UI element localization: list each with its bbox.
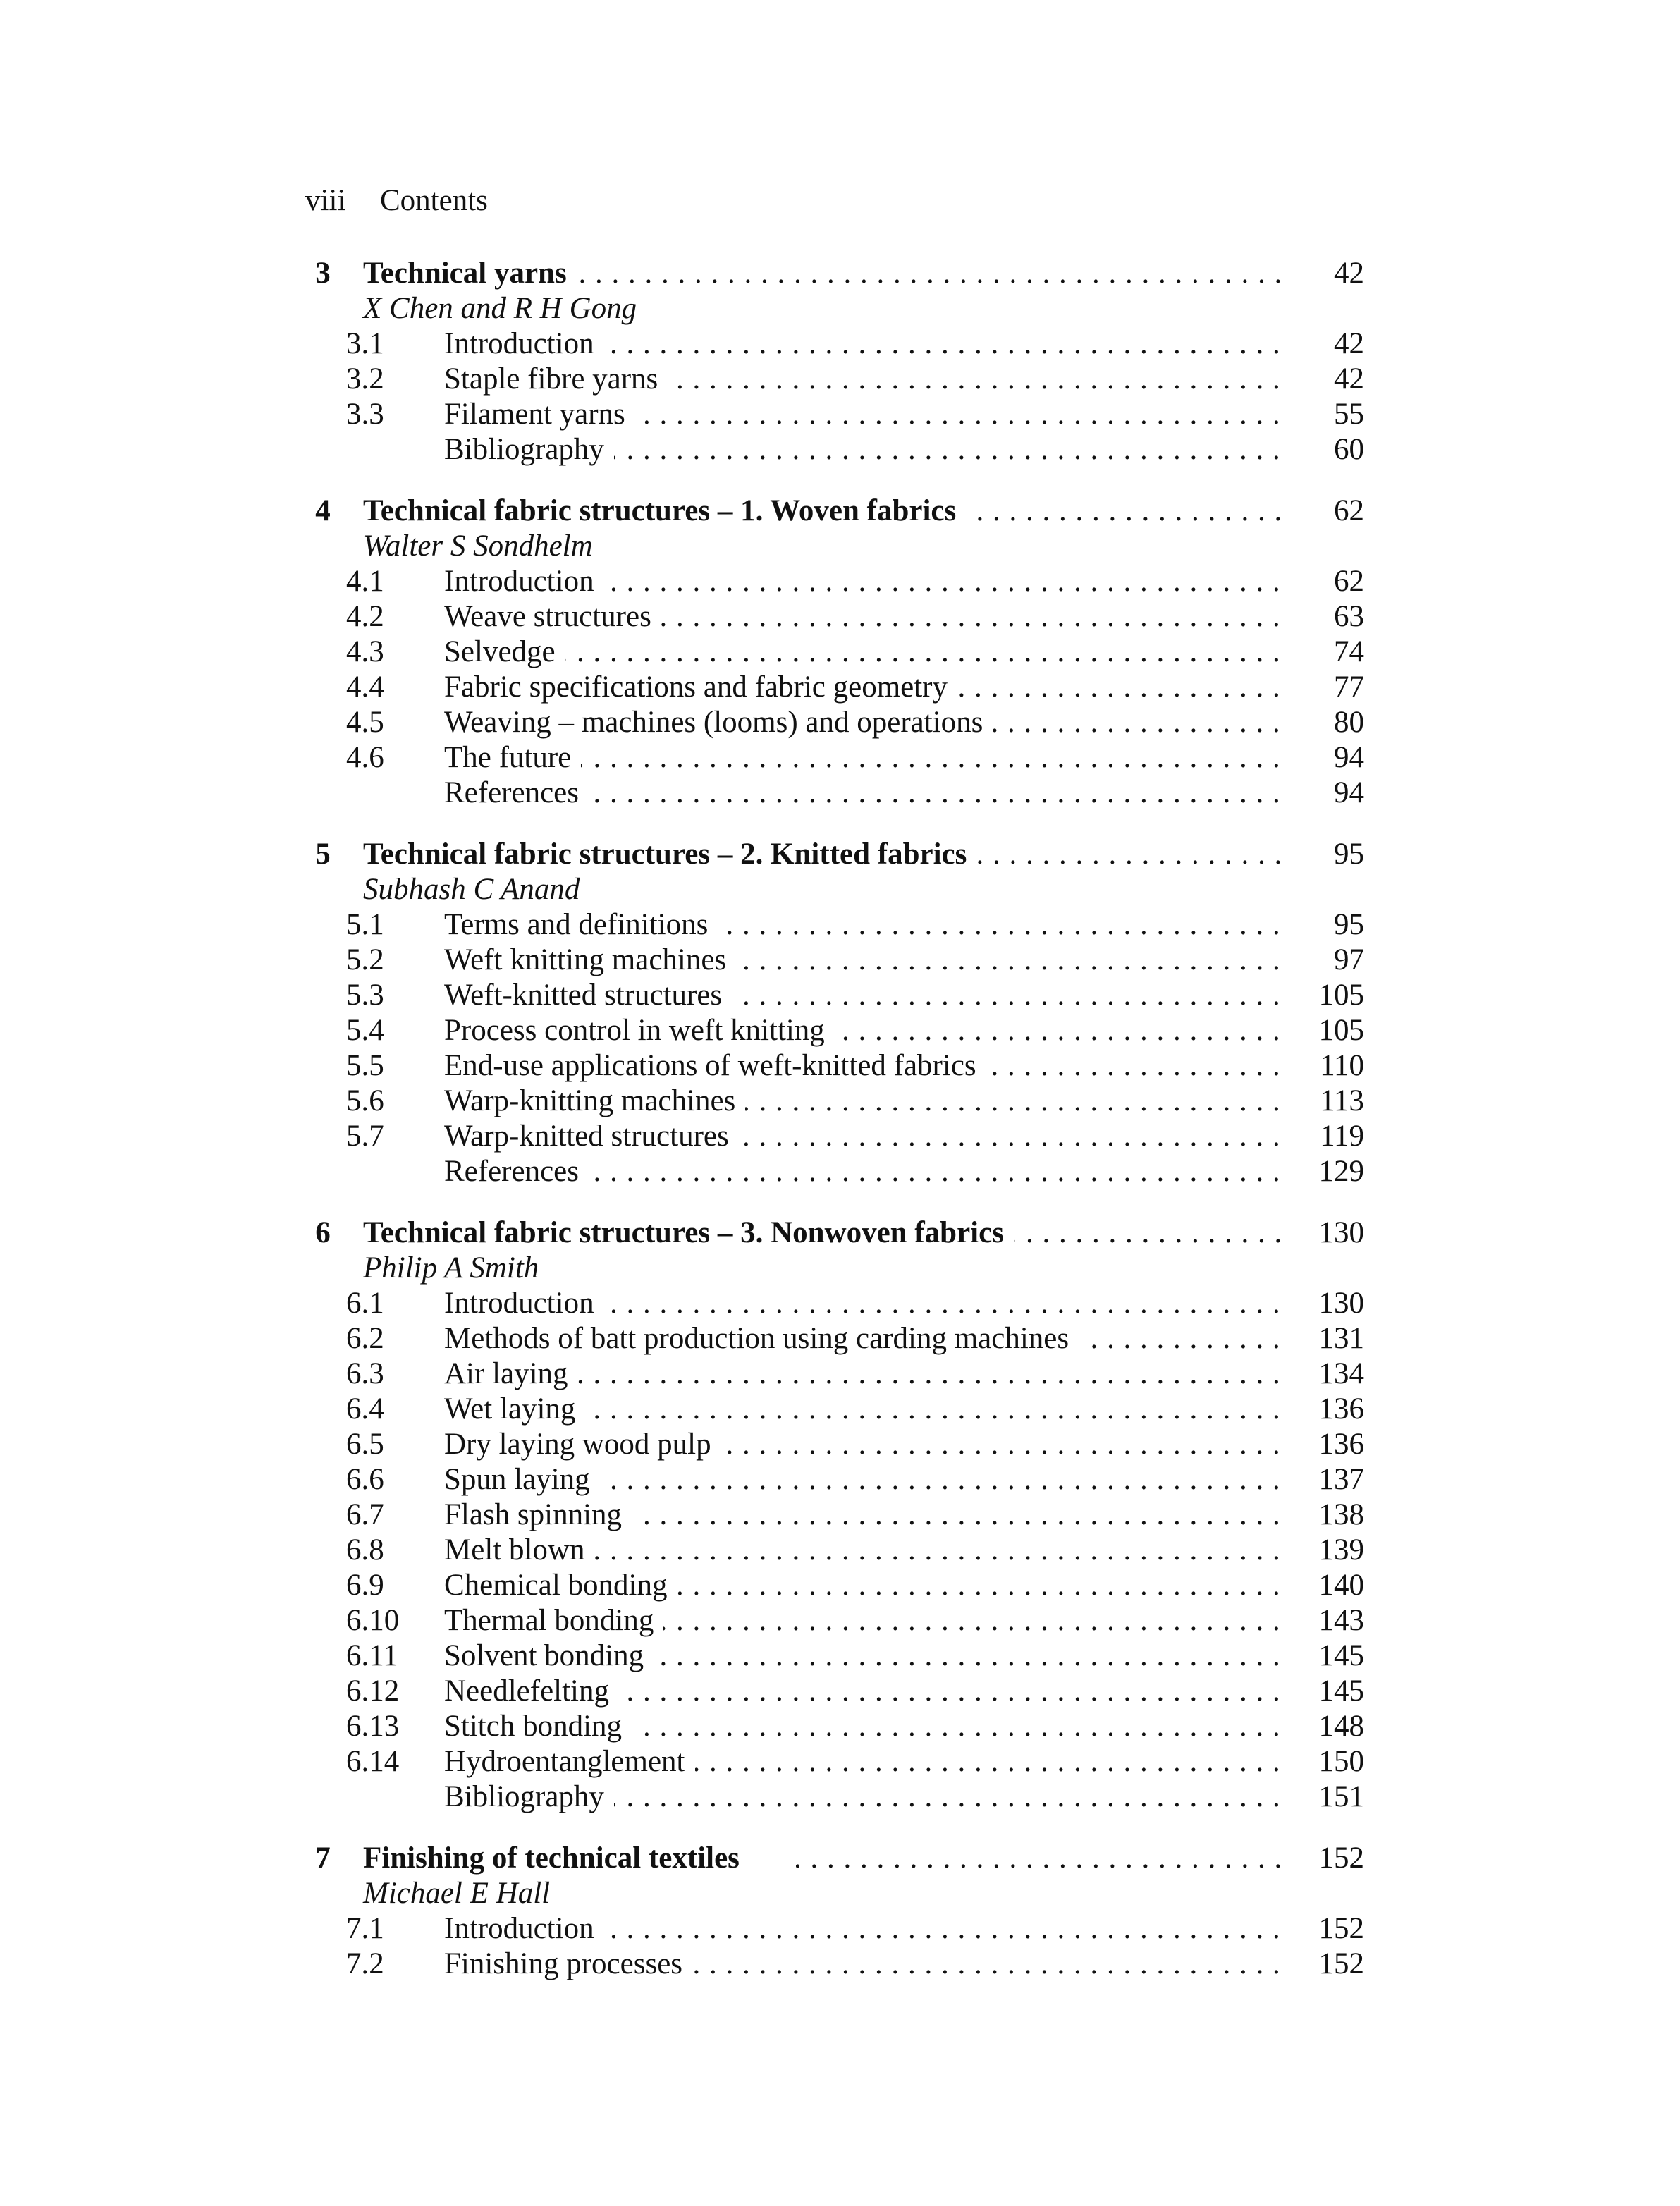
chapter-page: 152 <box>1318 1842 1364 1875</box>
section-title: Weaving – machines (looms) and operations <box>444 706 993 739</box>
chapter-number: 7 <box>315 1842 331 1875</box>
dot-leader <box>444 1356 1280 1392</box>
toc-entry[interactable] <box>305 1084 1377 1119</box>
dot-leader <box>444 1286 1280 1321</box>
section-page: 110 <box>1320 1049 1364 1082</box>
chapter-heading[interactable] <box>305 837 1377 872</box>
section-page: 136 <box>1318 1392 1364 1426</box>
section-title: Selvedge <box>444 635 565 668</box>
section-title: Finishing processes <box>444 1947 692 1980</box>
dot-leader <box>363 1841 1280 1876</box>
toc-entry[interactable] <box>305 1462 1377 1497</box>
section-title: Warp-knitting machines <box>444 1084 745 1117</box>
toc-entry[interactable] <box>305 705 1377 740</box>
dot-leader <box>444 670 1280 705</box>
dot-leader <box>444 1427 1280 1462</box>
toc-entry[interactable] <box>305 1674 1377 1709</box>
toc-entry[interactable] <box>305 1321 1377 1356</box>
section-number: 5.7 <box>346 1120 384 1153</box>
section-page: 134 <box>1318 1357 1364 1390</box>
dot-leader <box>444 1321 1280 1356</box>
section-title: Methods of batt production using carding machines <box>444 1322 1079 1355</box>
section-title: Introduction <box>444 1912 604 1945</box>
section-number: 3.2 <box>346 362 384 396</box>
section-number: 3.3 <box>346 398 384 431</box>
chapter-6 <box>305 1215 1377 1815</box>
section-title: Bibliography <box>444 1780 614 1813</box>
chapter-page: 95 <box>1334 838 1364 871</box>
section-title: Terms and definitions <box>444 908 718 941</box>
section-title: Thermal bonding <box>444 1604 663 1637</box>
toc-entry[interactable] <box>305 1779 1377 1815</box>
section-page: 129 <box>1318 1155 1364 1188</box>
toc-entry[interactable] <box>305 670 1377 705</box>
section-page: 145 <box>1318 1639 1364 1672</box>
section-page: 105 <box>1318 1014 1364 1047</box>
dot-leader <box>444 635 1280 670</box>
section-page: 95 <box>1334 908 1364 941</box>
chapter-number: 4 <box>315 494 331 527</box>
section-page: 97 <box>1334 943 1364 976</box>
running-head <box>305 180 488 222</box>
section-title: References <box>444 776 589 809</box>
section-title: Chemical bonding <box>444 1569 677 1602</box>
section-page: 139 <box>1318 1533 1364 1567</box>
section-number: 6.10 <box>346 1604 400 1637</box>
dot-leader <box>444 776 1280 811</box>
section-title: Bibliography <box>444 433 614 466</box>
dot-leader <box>444 326 1280 362</box>
page-folio: viii <box>305 184 346 217</box>
toc-entry[interactable] <box>305 599 1377 635</box>
dot-leader <box>444 978 1280 1013</box>
section-title: Hydroentanglement <box>444 1745 695 1778</box>
section-title: References <box>444 1155 589 1188</box>
chapter-author: Michael E Hall <box>363 1877 551 1910</box>
section-page: 80 <box>1334 706 1364 739</box>
section-page: 143 <box>1318 1604 1364 1637</box>
toc-entry[interactable] <box>305 1911 1377 1947</box>
toc-entry[interactable] <box>305 397 1377 432</box>
section-page: 152 <box>1318 1947 1364 1980</box>
toc-entry[interactable] <box>305 1947 1377 1982</box>
section-title: Process control in weft knitting <box>444 1014 835 1047</box>
section-title: Introduction <box>444 565 604 598</box>
toc-entry[interactable] <box>305 907 1377 943</box>
chapter-author: Philip A Smith <box>363 1251 539 1285</box>
chapter-page: 130 <box>1318 1216 1364 1249</box>
section-number: 6.9 <box>346 1569 384 1602</box>
chapter-title: Technical fabric structures – 1. Woven fabrics <box>363 494 966 527</box>
section-number: 7.2 <box>346 1947 384 1980</box>
section-title: Flash spinning <box>444 1498 632 1531</box>
section-number: 3.1 <box>346 327 384 360</box>
dot-leader <box>444 1674 1280 1709</box>
toc-entry[interactable] <box>305 1744 1377 1779</box>
section-number: 6.11 <box>346 1639 398 1672</box>
dot-leader <box>444 1497 1280 1533</box>
section-title: The future <box>444 741 581 774</box>
toc-entry[interactable] <box>305 1286 1377 1321</box>
section-page: 152 <box>1318 1912 1364 1945</box>
section-page: 62 <box>1334 565 1364 598</box>
dot-leader <box>444 362 1280 397</box>
section-number: 6.4 <box>346 1392 384 1426</box>
chapter-heading[interactable] <box>305 256 1377 291</box>
toc-entry[interactable] <box>305 740 1377 776</box>
toc-entry[interactable] <box>305 1048 1377 1084</box>
dot-leader <box>444 1638 1280 1674</box>
dot-leader <box>444 1911 1280 1947</box>
chapter-title: Technical fabric structures – 2. Knitted fabrics <box>363 838 976 871</box>
section-title: Air laying <box>444 1357 578 1390</box>
section-number: 5.6 <box>346 1084 384 1117</box>
section-number: 6.14 <box>346 1745 400 1778</box>
toc-entry[interactable] <box>305 362 1377 397</box>
toc-entry[interactable] <box>305 776 1377 811</box>
section-page: 136 <box>1318 1428 1364 1461</box>
dot-leader <box>444 1533 1280 1568</box>
dot-leader <box>444 432 1280 467</box>
section-number: 5.1 <box>346 908 384 941</box>
section-title: Solvent bonding <box>444 1639 654 1672</box>
section-page: 94 <box>1334 741 1364 774</box>
chapter-page: 42 <box>1334 257 1364 290</box>
chapter-author: Walter S Sondhelm <box>363 529 593 563</box>
section-title: Melt blown <box>444 1533 594 1567</box>
toc-entry[interactable] <box>305 564 1377 599</box>
section-page: 60 <box>1334 433 1364 466</box>
dot-leader <box>363 837 1280 872</box>
section-number: 5.5 <box>346 1049 384 1082</box>
section-number: 6.1 <box>346 1287 384 1320</box>
dot-leader <box>444 1154 1280 1189</box>
section-title: Dry laying wood pulp <box>444 1428 721 1461</box>
section-title: Fabric specifications and fabric geometry <box>444 670 957 704</box>
chapter-title: Technical fabric structures – 3. Nonwoven fabrics <box>363 1216 1014 1249</box>
section-title: Introduction <box>444 327 604 360</box>
section-number: 5.4 <box>346 1014 384 1047</box>
section-page: 150 <box>1318 1745 1364 1778</box>
dot-leader <box>444 599 1280 635</box>
dot-leader <box>444 1709 1280 1744</box>
section-page: 63 <box>1334 600 1364 633</box>
toc-entry[interactable] <box>305 1497 1377 1533</box>
section-number: 6.3 <box>346 1357 384 1390</box>
dot-leader <box>363 494 1280 529</box>
section-page: 131 <box>1318 1322 1364 1355</box>
dot-leader <box>444 1048 1280 1084</box>
section-page: 148 <box>1318 1710 1364 1743</box>
dot-leader <box>444 1119 1280 1154</box>
section-number: 5.3 <box>346 979 384 1012</box>
dot-leader <box>444 1947 1280 1982</box>
dot-leader <box>444 1392 1280 1427</box>
chapter-heading[interactable] <box>305 1215 1377 1251</box>
section-number: 6.12 <box>346 1674 400 1708</box>
section-title: Staple fibre yarns <box>444 362 668 396</box>
section-number: 5.2 <box>346 943 384 976</box>
section-title: Weft-knitted structures <box>444 979 732 1012</box>
table-of-contents <box>305 256 1377 2008</box>
toc-entry[interactable] <box>305 978 1377 1013</box>
dot-leader <box>444 1779 1280 1815</box>
section-number: 7.1 <box>346 1912 384 1945</box>
chapter-number: 5 <box>315 838 331 871</box>
toc-entry[interactable] <box>305 1119 1377 1154</box>
toc-entry[interactable] <box>305 1568 1377 1603</box>
dot-leader <box>444 1084 1280 1119</box>
chapter-4 <box>305 494 1377 811</box>
dot-leader <box>444 943 1280 978</box>
section-page: 119 <box>1320 1120 1364 1153</box>
section-page: 74 <box>1334 635 1364 668</box>
chapter-title: Finishing of technical textiles <box>363 1842 796 1875</box>
dot-leader <box>444 1013 1280 1048</box>
section-page: 94 <box>1334 776 1364 809</box>
section-number: 6.8 <box>346 1533 384 1567</box>
section-title: Spun laying <box>444 1463 600 1496</box>
section-number: 4.2 <box>346 600 384 633</box>
section-number: 6.5 <box>346 1428 384 1461</box>
section-page: 137 <box>1318 1463 1364 1496</box>
dot-leader <box>444 564 1280 599</box>
chapter-author: Subhash C Anand <box>363 873 580 906</box>
section-page: 151 <box>1318 1780 1364 1813</box>
chapter-title: Technical yarns <box>363 257 577 290</box>
chapter-author: X Chen and R H Gong <box>363 292 637 325</box>
dot-leader <box>444 907 1280 943</box>
section-title: Introduction <box>444 1287 604 1320</box>
section-page: 105 <box>1318 979 1364 1012</box>
toc-entry[interactable] <box>305 1356 1377 1392</box>
section-number: 6.7 <box>346 1498 384 1531</box>
section-number: 4.5 <box>346 706 384 739</box>
section-page: 77 <box>1334 670 1364 704</box>
dot-leader <box>444 740 1280 776</box>
chapter-heading[interactable] <box>305 494 1377 529</box>
toc-entry[interactable] <box>305 943 1377 978</box>
toc-entry[interactable] <box>305 635 1377 670</box>
section-number: 6.13 <box>346 1710 400 1743</box>
dot-leader <box>363 1215 1280 1251</box>
section-number: 6.2 <box>346 1322 384 1355</box>
section-title: Stitch bonding <box>444 1710 632 1743</box>
section-title: Needlefelting <box>444 1674 619 1708</box>
dot-leader <box>444 1603 1280 1638</box>
toc-entry[interactable] <box>305 1603 1377 1638</box>
section-page: 55 <box>1334 398 1364 431</box>
toc-entry[interactable] <box>305 1392 1377 1427</box>
section-page: 145 <box>1318 1674 1364 1708</box>
section-page: 42 <box>1334 327 1364 360</box>
section-title: Filament yarns <box>444 398 635 431</box>
chapter-page: 62 <box>1334 494 1364 527</box>
section-title: Weave structures <box>444 600 661 633</box>
section-page: 42 <box>1334 362 1364 396</box>
section-title: Warp-knitted structures <box>444 1120 739 1153</box>
toc-entry[interactable] <box>305 432 1377 467</box>
section-page: 140 <box>1318 1569 1364 1602</box>
section-page: 113 <box>1320 1084 1364 1117</box>
toc-entry[interactable] <box>305 1709 1377 1744</box>
dot-leader <box>444 705 1280 740</box>
section-title: Weft knitting machines <box>444 943 736 976</box>
section-number: 6.6 <box>346 1463 384 1496</box>
toc-entry[interactable] <box>305 1533 1377 1568</box>
section-title: End-use applications of weft-knitted fabrics <box>444 1049 986 1082</box>
chapter-3 <box>305 256 1377 467</box>
chapter-number: 6 <box>315 1216 331 1249</box>
chapter-7 <box>305 1841 1377 1982</box>
toc-entry[interactable] <box>305 1427 1377 1462</box>
toc-entry[interactable] <box>305 1154 1377 1189</box>
section-number: 4.3 <box>346 635 384 668</box>
chapter-number: 3 <box>315 257 331 290</box>
toc-entry[interactable] <box>305 1638 1377 1674</box>
page-title: Contents <box>380 184 488 217</box>
section-number: 4.4 <box>346 670 384 704</box>
section-number: 4.6 <box>346 741 384 774</box>
section-page: 130 <box>1318 1287 1364 1320</box>
chapter-heading[interactable] <box>305 1841 1377 1876</box>
dot-leader <box>444 1568 1280 1603</box>
toc-entry[interactable] <box>305 326 1377 362</box>
dot-leader <box>444 1744 1280 1779</box>
dot-leader <box>444 397 1280 432</box>
dot-leader <box>444 1462 1280 1497</box>
section-title: Wet laying <box>444 1392 585 1426</box>
toc-entry[interactable] <box>305 1013 1377 1048</box>
section-number: 4.1 <box>346 565 384 598</box>
section-page: 138 <box>1318 1498 1364 1531</box>
chapter-5 <box>305 837 1377 1189</box>
dot-leader <box>363 256 1280 291</box>
